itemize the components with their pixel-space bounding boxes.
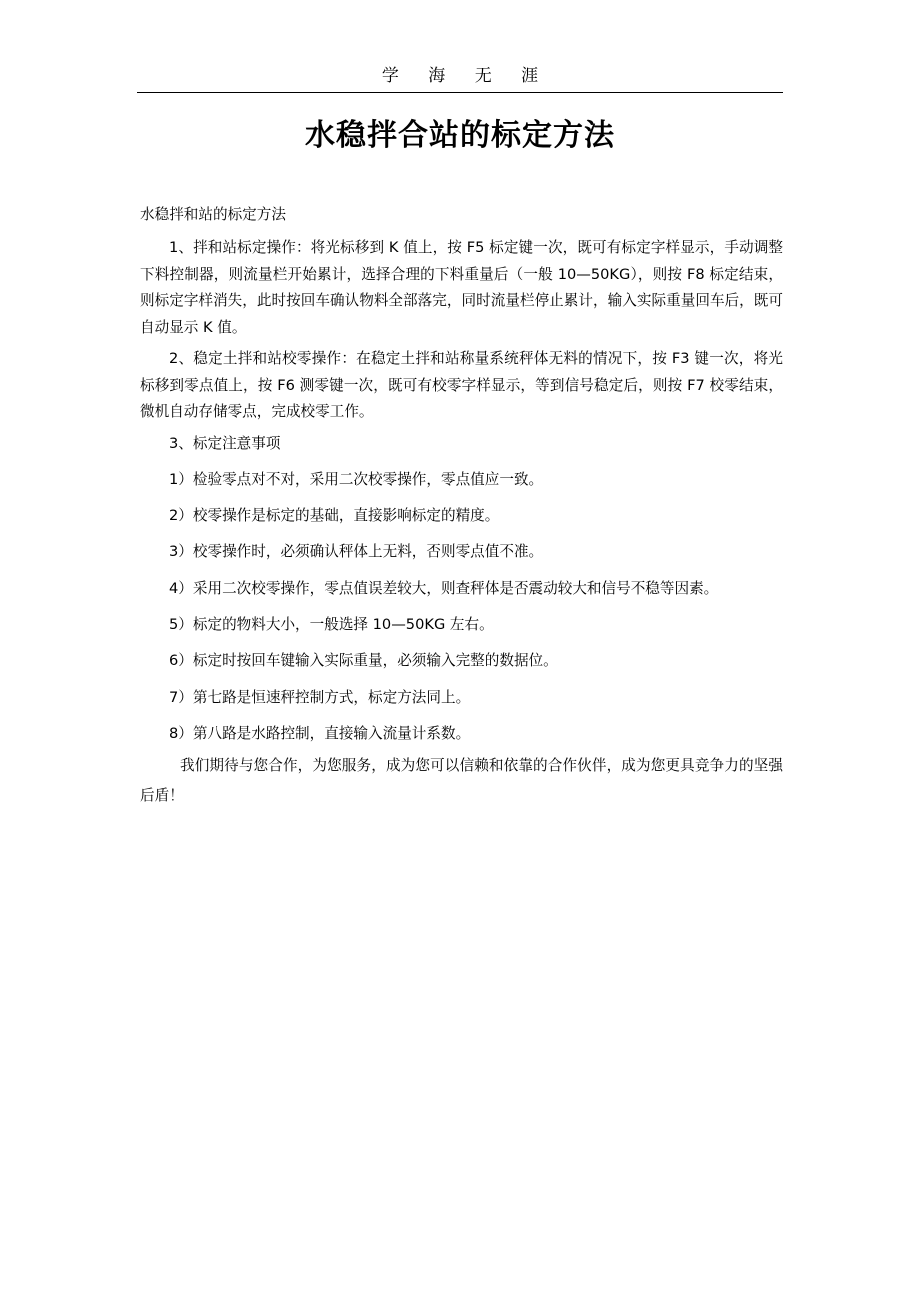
- note-item: 4）采用二次校零操作，零点值误差较大，则查秤体是否震动较大和信号不稳等因素。: [169, 579, 719, 597]
- notes-heading: 3、标定注意事项: [169, 434, 281, 452]
- document-subtitle: 水稳拌和站的标定方法: [140, 206, 286, 223]
- note-item: 7）第七路是恒速秤控制方式，标定方法同上。: [169, 688, 471, 706]
- paragraph-zeroing: 2、稳定土拌和站校零操作：在稳定土拌和站称量系统秤体无料的情况下，按 F3 键一次，将光标移到零点值上，按 F6 测零键一次，既可有校零字样显示，等到信号稳定后，则按 F7 校零结束，微机自动存储零点，完成校零工作。: [140, 350, 783, 420]
- page-header: 学 海 无 涯: [381, 66, 551, 86]
- document-body: [140, 200, 783, 811]
- document-title: 水稳拌合站的标定方法: [305, 118, 615, 153]
- note-item: 2）校零操作是标定的基础，直接影响标定的精度。: [169, 507, 500, 525]
- header-divider: [137, 92, 783, 93]
- note-item: 1）检验零点对不对，采用二次校零操作，零点值应一致。: [169, 470, 544, 488]
- paragraph-calibration: 1、拌和站标定操作：将光标移到 K 值上，按 F5 标定键一次，既可有标定字样显示，手动调整下料控制器，则流量栏开始累计，选择合理的下料重量后（一般 10—50KG），则按 F8 标定结束，则标定字样消失，此时按回车确认物料全部落完，同时流量栏停止累计，输入实际重量回车后，既可自动显示 K 值。: [140, 239, 783, 336]
- note-item: 5）标定的物料大小，一般选择 10—50KG 左右。: [169, 615, 494, 633]
- note-item: 6）标定时按回车键输入实际重量，必须输入完整的数据位。: [169, 652, 558, 670]
- closing-paragraph: 我们期待与您合作，为您服务，成为您可以信赖和依靠的合作伙伴，成为您更具竞争力的坚强后盾！: [140, 757, 783, 805]
- note-item: 3）校零操作时，必须确认秤体上无料，否则零点值不准。: [169, 543, 544, 561]
- note-item: 8）第八路是水路控制，直接输入流量计系数。: [169, 724, 471, 742]
